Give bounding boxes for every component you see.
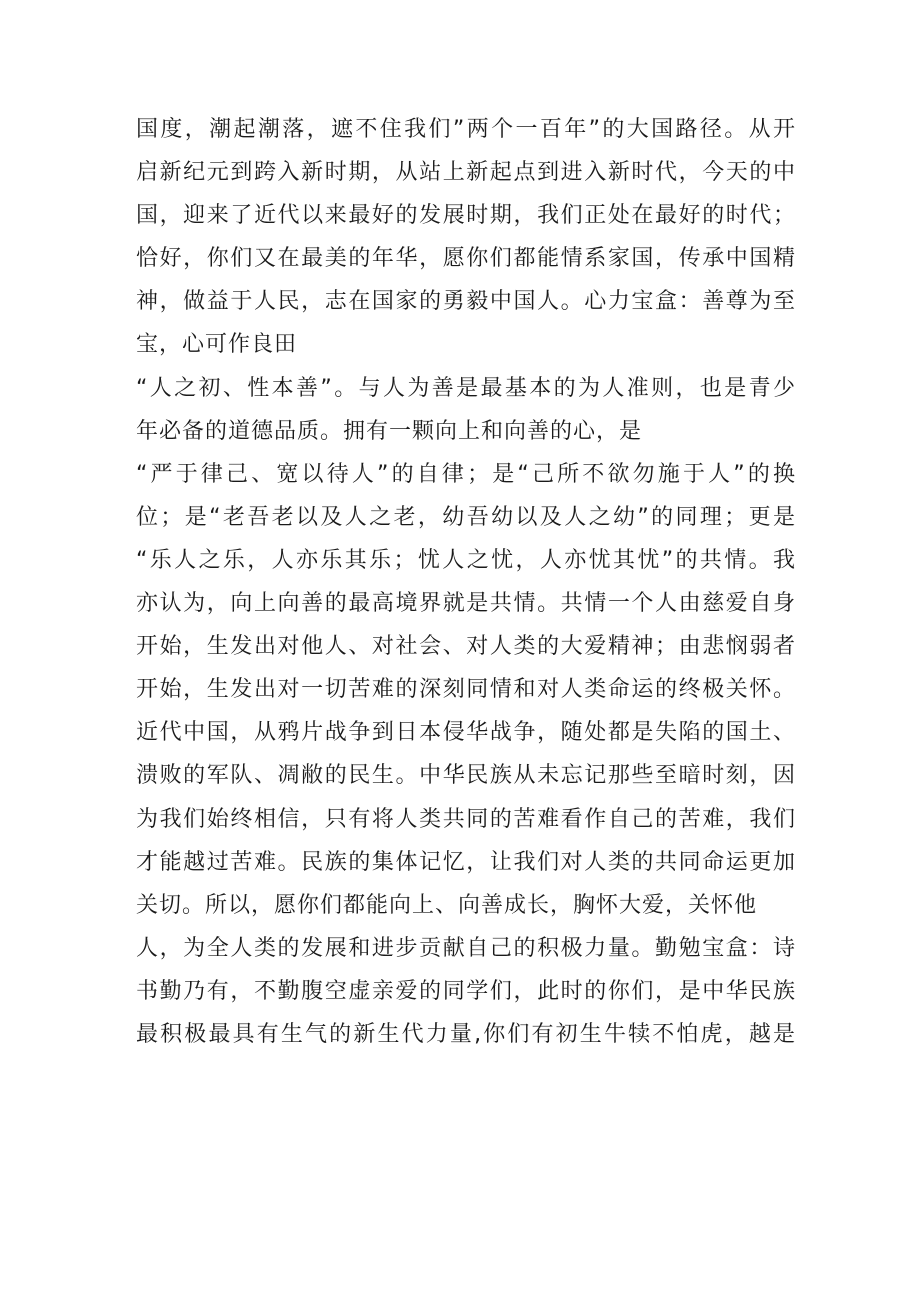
text-line: 近代中国，从鸦片战争到日本侵华战争，随处都是失陷的国土、 [136, 720, 796, 746]
text-line: 开始，生发出对一切苦难的深刻同情和对人类命运的终极关怀。 [136, 677, 796, 703]
text-line: 关切。所以，愿你们都能向上、向善成长，胸怀大爱，关怀他 [136, 892, 758, 918]
text-line: 亦认为，向上向善的最高境界就是共情。共情一个人由慈爱自身 [136, 591, 796, 617]
text-line: 才能越过苦难。民族的集体记忆，让我们对人类的共同命运更加 [136, 849, 796, 875]
text-line: 开始，生发出对他人、对社会、对人类的大爱精神；由悲悯弱者 [136, 634, 796, 660]
text-line: “严于律己、宽以待人”的自律；是“己所不欲勿施于人”的换 [136, 461, 796, 487]
text-line: 神，做益于人民，志在国家的勇毅中国人。心力宝盒：善尊为至 [136, 289, 796, 315]
text-line: “乐人之乐，人亦乐其乐；忧人之忧，人亦忧其忧”的共情。我 [136, 547, 797, 573]
text-line: 书勤乃有，不勤腹空虚亲爱的同学们，此时的你们，是中华民族 [136, 978, 796, 1004]
text-line: 恰好，你们又在最美的年华，愿你们都能情系家国，传承中国精 [136, 246, 796, 272]
text-line: 为我们始终相信，只有将人类共同的苦难看作自己的苦难，我们 [136, 806, 796, 832]
text-line: 国度，潮起潮落，遮不住我们”两个一百年”的大国路径。从开 [136, 117, 796, 142]
text-line: 人，为全人类的发展和进步贡献自己的积极力量。勤勉宝盒：诗 [136, 935, 796, 961]
body-text [136, 108, 796, 1056]
text-line: 年必备的道德品质。拥有一颗向上和向善的心，是 [136, 418, 643, 444]
text-line: 国，迎来了近代以来最好的发展时期，我们正处在最好的时代； [136, 203, 796, 229]
text-line: 溃败的军队、凋敝的民生。中华民族从未忘记那些至暗时刻，因 [136, 763, 796, 789]
text-line: 最积极最具有生气的新生代力量,你们有初生牛犊不怕虎，越是 [136, 1021, 796, 1047]
text-line: 宝，心可作良田 [136, 332, 298, 358]
text-line: “人之初、性本善”。与人为善是最基本的为人准则，也是青少 [136, 375, 796, 401]
text-line: 位；是“老吾老以及人之老，幼吾幼以及人之幼”的同理；更是 [136, 504, 797, 530]
text-line: 启新纪元到跨入新时期，从站上新起点到进入新时代，今天的中 [136, 160, 796, 186]
